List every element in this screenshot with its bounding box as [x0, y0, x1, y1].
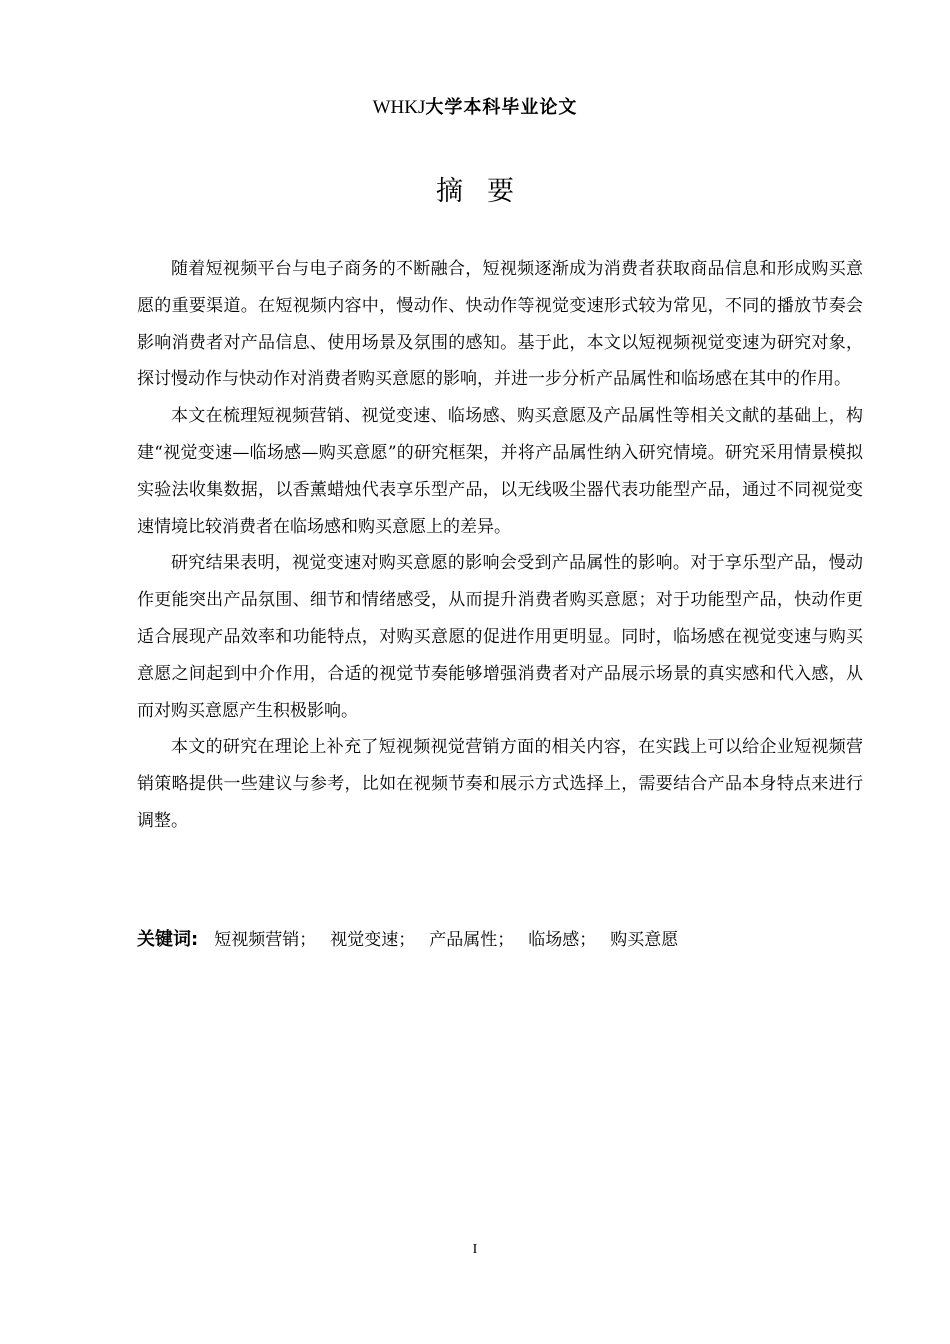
abstract-paragraph: 本文的研究在理论上补充了短视频视觉营销方面的相关内容，在实践上可以给企业短视频营销策略提供一些建议与参考，比如在视频节奏和展示方式选择上，需要结合产品本身特点来进行调整。 — [137, 737, 863, 831]
keywords-label: 关键词: — [137, 929, 199, 950]
abstract-body — [137, 251, 863, 840]
abstract-heading: 摘要 — [436, 176, 538, 207]
abstract-paragraph: 随着短视频平台与电子商务的不断融合，短视频逐渐成为消费者获取商品信息和形成购买意愿的重要渠道。在短视频内容中，慢动作、快动作等视觉变速形式较为常见，不同的播放节奏会影响消费者对产品信息、使用场景及氛围的感知。基于此，本文以短视频视觉变速为研究对象，探讨慢动作与快动作对消费者购买意愿的影响，并进一步分析产品属性和临场感在其中的作用。 — [137, 259, 863, 390]
keyword-item: 购买意愿 — [610, 930, 679, 950]
keyword-item: 视觉变速； — [330, 930, 416, 950]
keyword-item: 产品属性； — [429, 930, 515, 950]
keywords-line — [137, 926, 863, 954]
page-number: I — [472, 1242, 478, 1257]
keyword-item: 临场感； — [528, 930, 597, 950]
header-code: WHKJ — [372, 97, 426, 118]
abstract-paragraph: 本文在梳理短视频营销、视觉变速、临场感、购买意愿及产品属性等相关文献的基础上，构建“视觉变速—临场感—购买意愿”的研究框架，并将产品属性纳入研究情境。研究采用情景模拟实验法收集数据，以香薰蜡烛代表享乐型产品，以无线吸尘器代表功能型产品，通过不同视觉变速情境比较消费者在临场感和购买意愿上的差异。 — [137, 406, 863, 537]
abstract-paragraph: 研究结果表明，视觉变速对购买意愿的影响会受到产品属性的影响。对于享乐型产品，慢动作更能突出产品氛围、细节和情绪感受，从而提升消费者购买意愿；对于功能型产品，快动作更适合展现产品效率和功能特点，对购买意愿的促进作用更明显。同时，临场感在视觉变速与购买意愿之间起到中介作用，合适的视觉节奏能够增强消费者对产品展示场景的真实感和代入感，从而对购买意愿产生积极影响。 — [137, 553, 863, 721]
page-header — [0, 94, 950, 121]
keyword-item: 短视频营销； — [214, 930, 317, 950]
header-title: 大学本科毕业论文 — [425, 97, 578, 118]
